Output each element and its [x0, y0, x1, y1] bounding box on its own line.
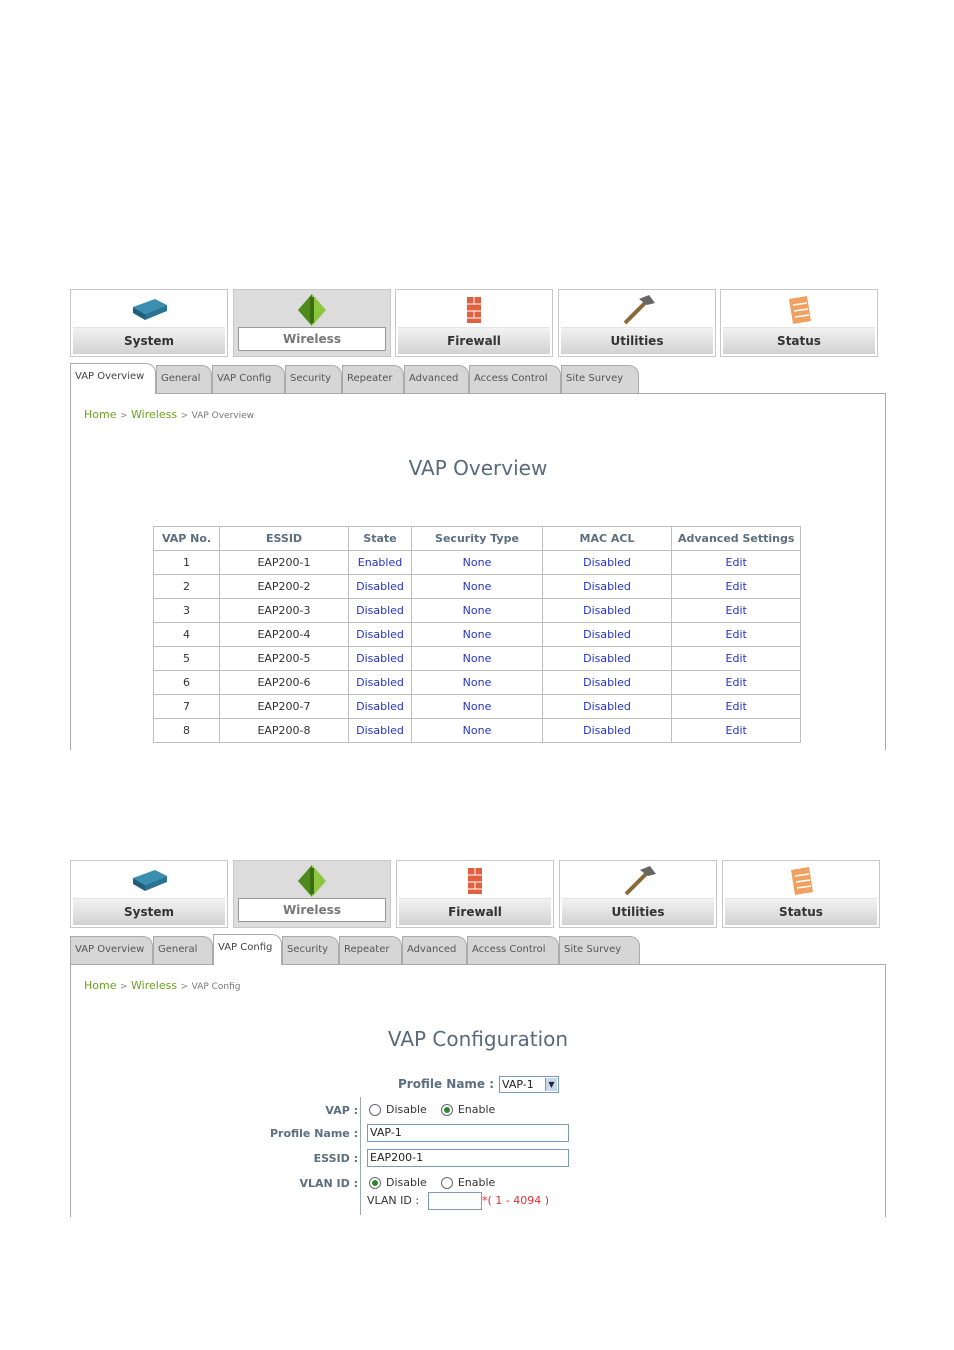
cell-state[interactable]: Disabled [349, 719, 412, 743]
vap-overview-screenshot [70, 289, 886, 749]
notepad-icon [781, 864, 821, 898]
firewall-icon [455, 864, 495, 898]
vap-config-form [71, 965, 885, 1217]
nav-status-button[interactable] [722, 860, 880, 928]
tab-security[interactable]: Security [285, 365, 342, 393]
cell-mac-acl[interactable]: Disabled [543, 575, 672, 599]
nav-firewall-button[interactable] [396, 860, 554, 928]
vap-enable-radio[interactable] [441, 1104, 453, 1116]
cell-vap-no: 2 [154, 575, 220, 599]
table-header-row [154, 527, 801, 551]
page-title: VAP Overview [408, 456, 548, 480]
cell-vap-no: 7 [154, 695, 220, 719]
cell-advanced-edit[interactable]: Edit [672, 599, 801, 623]
cell-essid: EAP200-6 [220, 671, 349, 695]
tab-vap-overview[interactable]: VAP Overview [70, 936, 153, 964]
tab-advanced[interactable]: Advanced [402, 936, 467, 964]
vlan-enable-label: Enable [457, 1176, 496, 1189]
col-vap-no: VAP No. [154, 527, 220, 551]
breadcrumb-home-link[interactable]: Home [84, 979, 117, 992]
cell-advanced-edit[interactable]: Edit [672, 719, 801, 743]
breadcrumb-current: VAP Overview [191, 411, 255, 421]
nav-status-label: Status [725, 898, 877, 925]
cell-essid: EAP200-5 [220, 647, 349, 671]
vlan-disable-label: Disable [386, 1176, 427, 1189]
tab-advanced[interactable]: Advanced [404, 365, 469, 393]
vlan-label: VLAN ID : [299, 1177, 358, 1190]
nav-system-button[interactable] [70, 289, 228, 357]
tab-general[interactable]: General [153, 936, 213, 964]
cell-mac-acl[interactable]: Disabled [543, 671, 672, 695]
col-security-type: Security Type [412, 527, 543, 551]
nav-firewall-label: Firewall [399, 898, 551, 925]
cell-vap-no: 4 [154, 623, 220, 647]
cell-mac-acl[interactable]: Disabled [543, 551, 672, 575]
router-icon [129, 293, 169, 327]
nav-wireless-label: Wireless [238, 898, 386, 922]
tab-site-survey[interactable]: Site Survey [561, 365, 639, 393]
vap-disable-label: Disable [386, 1103, 427, 1116]
essid-label: ESSID : [313, 1152, 358, 1165]
vap-disable-radio[interactable] [369, 1104, 381, 1116]
profile-name-input[interactable]: VAP-1 [367, 1124, 569, 1142]
tab-security[interactable]: Security [282, 936, 339, 964]
cell-mac-acl[interactable]: Disabled [543, 623, 672, 647]
table-row [154, 695, 801, 719]
nav-firewall-button[interactable] [395, 289, 553, 357]
cell-advanced-edit[interactable]: Edit [672, 647, 801, 671]
col-advanced-settings: Advanced Settings [672, 527, 801, 551]
cell-state[interactable]: Disabled [349, 599, 412, 623]
table-row [154, 551, 801, 575]
cell-security-type[interactable]: None [412, 647, 543, 671]
cell-state[interactable]: Disabled [349, 647, 412, 671]
vlan-id-input[interactable] [428, 1192, 482, 1210]
vap-table-body [154, 551, 801, 743]
col-state: State [349, 527, 412, 551]
table-row [154, 647, 801, 671]
vap-radio-group [369, 1103, 509, 1116]
tab-vap-config[interactable]: VAP Config [213, 934, 282, 965]
breadcrumb [84, 408, 254, 421]
nav-utilities-button[interactable] [558, 289, 716, 357]
cell-security-type[interactable]: None [412, 551, 543, 575]
cell-state[interactable]: Disabled [349, 695, 412, 719]
main-nav [70, 860, 886, 930]
tab-general[interactable]: General [156, 365, 212, 393]
cell-vap-no: 6 [154, 671, 220, 695]
cell-mac-acl[interactable]: Disabled [543, 695, 672, 719]
cell-essid: EAP200-4 [220, 623, 349, 647]
vlan-id-label: VLAN ID : [367, 1194, 420, 1207]
tab-repeater[interactable]: Repeater [342, 365, 404, 393]
breadcrumb-separator: > [119, 982, 128, 992]
cell-vap-no: 5 [154, 647, 220, 671]
nav-system-label: System [73, 898, 225, 925]
antenna-icon [292, 293, 332, 327]
nav-status-label: Status [723, 327, 875, 354]
antenna-icon [292, 864, 332, 898]
table-row [154, 623, 801, 647]
breadcrumb-current: VAP Config [191, 982, 241, 992]
nav-wireless-label: Wireless [238, 327, 386, 351]
col-essid: ESSID [220, 527, 349, 551]
tab-repeater[interactable]: Repeater [339, 936, 402, 964]
main-nav [70, 289, 886, 359]
cell-advanced-edit[interactable]: Edit [672, 575, 801, 599]
page-title: VAP Configuration [387, 1027, 569, 1051]
cell-state[interactable]: Disabled [349, 575, 412, 599]
cell-vap-no: 3 [154, 599, 220, 623]
cell-advanced-edit[interactable]: Edit [672, 671, 801, 695]
profile-name-label: Profile Name : [269, 1127, 358, 1140]
vap-label: VAP : [325, 1104, 358, 1117]
breadcrumb-home-link[interactable]: Home [84, 408, 117, 421]
tab-access-control[interactable]: Access Control [469, 365, 561, 393]
breadcrumb-wireless-link[interactable]: Wireless [131, 408, 178, 421]
cell-state[interactable]: Enabled [349, 551, 412, 575]
cell-state[interactable]: Disabled [349, 671, 412, 695]
tab-vap-overview[interactable]: VAP Overview [70, 363, 156, 394]
cell-advanced-edit[interactable]: Edit [672, 695, 801, 719]
breadcrumb-wireless-link[interactable]: Wireless [131, 979, 178, 992]
nav-utilities-button[interactable] [559, 860, 717, 928]
cell-security-type[interactable]: None [412, 671, 543, 695]
content-frame [70, 393, 886, 750]
cell-vap-no: 1 [154, 551, 220, 575]
tab-site-survey[interactable]: Site Survey [559, 936, 640, 964]
nav-utilities-label: Utilities [561, 327, 713, 354]
nav-wireless-button[interactable] [233, 860, 391, 928]
nav-status-button[interactable] [720, 289, 878, 357]
chevron-down-icon: ▼ [545, 1078, 557, 1091]
vlan-range-hint: *( 1 - 4094 ) [482, 1194, 550, 1207]
table-row [154, 599, 801, 623]
tab-vap-config[interactable]: VAP Config [212, 365, 285, 393]
breadcrumb-separator: > [119, 411, 128, 421]
vap-enable-label: Enable [457, 1103, 496, 1116]
cell-essid: EAP200-8 [220, 719, 349, 743]
cell-essid: EAP200-1 [220, 551, 349, 575]
profile-select-value: VAP-1 [502, 1078, 534, 1091]
cell-mac-acl[interactable]: Disabled [543, 719, 672, 743]
cell-security-type[interactable]: None [412, 599, 543, 623]
nav-wireless-button[interactable] [233, 289, 391, 357]
essid-input[interactable]: EAP200-1 [367, 1149, 569, 1167]
cell-security-type[interactable]: None [412, 575, 543, 599]
table-row [154, 719, 801, 743]
nav-utilities-label: Utilities [562, 898, 714, 925]
router-icon [129, 864, 169, 898]
notepad-icon [779, 293, 819, 327]
table-row [154, 575, 801, 599]
hammer-icon [618, 864, 658, 898]
cell-vap-no: 8 [154, 719, 220, 743]
breadcrumb-separator: > [180, 411, 189, 421]
nav-firewall-label: Firewall [398, 327, 550, 354]
content-frame [70, 964, 886, 1217]
firewall-icon [454, 293, 494, 327]
profile-select-label: Profile Name : [398, 1077, 495, 1091]
vlan-enable-radio[interactable] [441, 1177, 453, 1189]
cell-essid: EAP200-2 [220, 575, 349, 599]
cell-security-type[interactable]: None [412, 695, 543, 719]
cell-essid: EAP200-7 [220, 695, 349, 719]
vap-table [153, 526, 801, 743]
cell-security-type[interactable]: None [412, 623, 543, 647]
cell-advanced-edit[interactable]: Edit [672, 551, 801, 575]
cell-essid: EAP200-3 [220, 599, 349, 623]
col-mac-acl: MAC ACL [543, 527, 672, 551]
nav-system-label: System [73, 327, 225, 354]
vlan-radio-group [369, 1176, 509, 1189]
tab-access-control[interactable]: Access Control [467, 936, 559, 964]
cell-state[interactable]: Disabled [349, 623, 412, 647]
nav-system-button[interactable] [70, 860, 228, 928]
form-divider [360, 1097, 361, 1215]
cell-advanced-edit[interactable]: Edit [672, 623, 801, 647]
vap-config-screenshot [70, 860, 886, 1216]
hammer-icon [617, 293, 657, 327]
table-row [154, 671, 801, 695]
profile-select[interactable] [499, 1076, 559, 1093]
vlan-disable-radio[interactable] [369, 1177, 381, 1189]
cell-mac-acl[interactable]: Disabled [543, 647, 672, 671]
cell-security-type[interactable]: None [412, 719, 543, 743]
cell-mac-acl[interactable]: Disabled [543, 599, 672, 623]
breadcrumb-separator: > [180, 982, 189, 992]
